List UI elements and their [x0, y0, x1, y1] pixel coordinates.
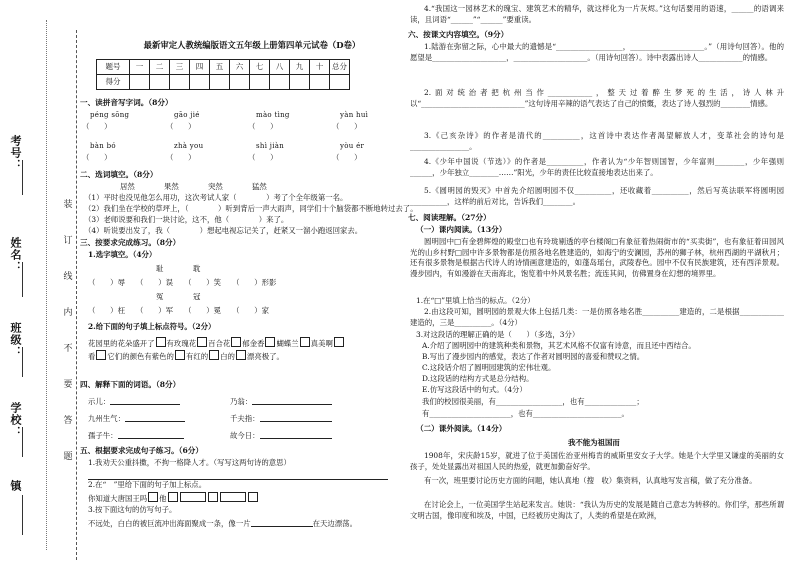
char-pair: 耻 耽 — [156, 264, 201, 273]
punct-box[interactable] — [197, 337, 207, 347]
score-header-cell: 总分 — [330, 60, 350, 75]
pinyin: yàn huì — [340, 111, 369, 119]
score-cell[interactable] — [190, 75, 210, 90]
score-cell[interactable] — [330, 75, 350, 90]
imitation-sentence — [88, 518, 357, 530]
seal-char: 内 — [63, 308, 73, 318]
score-row-label: 得分 — [97, 75, 130, 90]
answer-line[interactable] — [251, 518, 313, 527]
question-text: 2.面对统治者把杭州当作____________，整天过着醉生梦死的生活，诗人林升以“____________________________”这句诗用辛辣的语气表达了自己的愤慨，表达了诗人强烈的________情感。 — [410, 88, 784, 108]
punct-box[interactable] — [300, 337, 310, 347]
score-cell[interactable] — [270, 75, 290, 90]
score-cell[interactable] — [210, 75, 230, 90]
answer-line[interactable] — [118, 430, 184, 439]
score-header-cell: 八 — [270, 60, 290, 75]
seal-char: 答 — [63, 416, 73, 426]
word-option: 果然 — [164, 182, 179, 191]
punctuation-sentence — [88, 492, 259, 505]
punct-box[interactable] — [168, 492, 178, 502]
answer-line[interactable] — [110, 396, 180, 405]
section-2-heading: 二、选词填空。（8分） — [80, 170, 158, 179]
score-cell[interactable] — [170, 75, 190, 90]
name-label: 姓名： — [9, 237, 22, 273]
answer-line[interactable] — [88, 471, 388, 480]
sentence-text: 有玫瑰花 — [166, 339, 197, 348]
sentence-text: 看 — [88, 352, 96, 361]
answer-paren[interactable]: （ ） — [332, 122, 362, 131]
score-cell[interactable] — [130, 75, 150, 90]
sentence-text: 百合花 — [208, 339, 231, 348]
article-paragraph: 在讨论会上，一位美国学生站起来发言。她说：“我认为历史的发展是随自己意志为转移的。你们学，那些所谓文明古国，像印度和埃及，中国，已经被历史淘汰了，人类的希望是在欧洲， — [410, 500, 784, 520]
answer-paren[interactable]: （ ） — [332, 153, 362, 162]
answer-line[interactable] — [260, 413, 332, 422]
answer-line[interactable] — [252, 396, 332, 405]
article-title: 我不能为祖国而 — [568, 438, 620, 447]
article-paragraph: 1908年，宋庆龄15岁，就进了位于美国佐治亚州梅肯的威斯里安女子大学。她是个大学里又谦虚的美丽的女孩子，处处显露出对祖国人民的热爱，就更加勤奋好学。 — [410, 451, 784, 471]
score-header-cell: 九 — [290, 60, 310, 75]
score-header-cell: 三 — [170, 60, 190, 75]
subquestion: 1.选字填空。（4分） — [88, 250, 157, 259]
score-cell[interactable] — [310, 75, 330, 90]
word-explain — [230, 413, 332, 425]
section-5-heading: 五、根据要求完成句子练习。（6分） — [80, 446, 203, 455]
article-paragraph: 有一次，班里要讨论历史方面的问题，她认真地（搜 收）集资料，认真地写发言稿，做了充分准备。 — [424, 476, 757, 485]
reading-subheading: （一）课内阅读。（13分） — [416, 225, 507, 234]
score-header-cell: 十 — [310, 60, 330, 75]
answer-paren[interactable]: （ ） — [248, 122, 278, 131]
sentence-question: 1.我劝天公重抖擞，不拘一格降人才。（写写这两句诗的意思） — [88, 458, 291, 467]
question-text: 4.《少年中国说（节选）》的作者是__________，作者认为“少年智则国智，少年富则________，少年强则______，少年独立________……”阳光，少年的责任比较直接地表达出来了。 — [410, 157, 784, 177]
punct-box[interactable] — [180, 492, 206, 502]
binding-margin — [0, 0, 78, 562]
score-header-cell: 四 — [190, 60, 210, 75]
sentence-text: 它们的颜色有紫色的 — [107, 352, 174, 361]
sentence-text: 郁金香 — [242, 339, 265, 348]
score-header-cell: 五 — [210, 60, 230, 75]
pinyin: shì jiàn — [256, 142, 285, 150]
fill-item: （3）老师说要和我们一块讨论，这不，他（ ）来了。 — [84, 215, 289, 224]
imitation-line[interactable]: 我们的校园很美丽，有__________________，也有______________； — [422, 397, 644, 406]
punct-box[interactable] — [220, 492, 246, 502]
answer-paren[interactable]: （ ） — [166, 122, 196, 131]
seal-char: 订 — [63, 236, 73, 246]
seal-char: 线 — [63, 272, 73, 282]
district-label: 镇 — [9, 480, 22, 492]
left-page — [80, 0, 418, 562]
score-cell[interactable] — [150, 75, 170, 90]
answer-paren[interactable]: （ ） — [82, 153, 112, 162]
word-label: 孺子牛： — [88, 431, 118, 440]
word-option: 猛然 — [252, 182, 267, 191]
word-explain — [88, 396, 180, 408]
name-field[interactable] — [22, 262, 23, 297]
punct-box[interactable] — [334, 337, 344, 347]
punct-box[interactable] — [96, 350, 106, 360]
score-cell[interactable] — [290, 75, 310, 90]
punct-box[interactable] — [231, 337, 241, 347]
punct-box[interactable] — [265, 337, 275, 347]
word-explain — [230, 430, 332, 442]
question-text: 1.陆游在弥留之际，心中最大的遗憾是“__________________，____________________。”（用诗句回答）。他的愿望是____________________，____________________。（用诗句回答）。诗中表露出诗人____________的情感。 — [410, 42, 784, 62]
subquestion: 2.给下面的句子填上标点符号。（2分） — [88, 322, 216, 331]
word-option: 突然 — [208, 182, 223, 191]
reading-question: 1.在“□”里填上恰当的标点。（2分） — [416, 296, 535, 305]
punctuation-sentence — [88, 337, 345, 350]
pinyin: péng sōng — [90, 111, 130, 119]
fill-item: （2）我们坐在学校的草坪上，（ ）听到背后一声大雨声，同学们十个脑袋都不断地转过去了。 — [84, 204, 418, 213]
sentence-text: 不远处，白白的被巨流冲出海面聚成一条，像一片 — [88, 519, 251, 528]
pinyin: zhà you — [174, 142, 204, 150]
question-text: 5.《圆明园的毁灭》中首先介绍圆明园不仅__________，还收藏着__________，然后写英法联军将圆明园__________，这样的前后对比，告诉我们________。 — [410, 186, 784, 206]
punct-box[interactable] — [208, 492, 218, 502]
seal-char: 装 — [63, 200, 73, 210]
sentence-text: 真美啊 — [310, 339, 333, 348]
score-table — [96, 59, 350, 90]
sentence-text: 有红的 — [185, 352, 209, 361]
class-field[interactable] — [22, 347, 23, 377]
fold-line — [46, 20, 47, 550]
exam-no-field[interactable] — [22, 160, 23, 195]
char-fill-line[interactable]: （ ）枉 （ ）军 （ ）冕 （ ）家 — [88, 306, 270, 315]
word-label: 示儿： — [88, 397, 111, 406]
answer-line[interactable] — [125, 413, 185, 422]
sentence-question: 2.在“ ”里给下面的句子加上标点。 — [88, 480, 207, 489]
sentence-text: 你知道大唐国王吗 — [88, 494, 148, 503]
answer-option[interactable]: B.写出了漫步园内的感觉，表达了作者对圆明园的喜爱和赞叹之情。 — [422, 352, 645, 361]
district-field[interactable] — [22, 495, 23, 535]
question-text: 4.“我国这一园林艺术的瑰宝、建筑艺术的精华，就这样化为一片灰烬。”这句话要用的语速，______的语调来读，且词语“______”“______”要重读。 — [410, 4, 784, 24]
sentence-text: 他 — [159, 494, 167, 503]
seal-char: 题 — [63, 452, 73, 462]
reading-question: 2.由这段可知，圆明园的景观大体上包括几类：一是仿照各地名胜__________建造的，二是根据____________建造的，三是__________。（4分） — [410, 307, 784, 327]
exam-title: 最新审定人教统编版语文五年级上册第四单元试卷（D卷） — [143, 40, 361, 50]
word-label: 九州生气： — [88, 414, 125, 423]
answer-line[interactable] — [260, 430, 332, 439]
sentence-text: 花园里的花朵盛开了 — [88, 339, 155, 348]
sentence-text: 白的 — [220, 352, 235, 361]
question-text: 3.《己亥杂诗》的作者是清代的__________，这首诗中表达作者渴望解放人才，变革社会的诗句是________________。 — [410, 131, 784, 151]
cut-line — [76, 30, 77, 560]
right-page — [408, 0, 788, 562]
reading-subheading: （二）课外阅读。（14分） — [416, 424, 507, 433]
reading-passage: 圆明园中□有金碧辉煌的殿堂□也有玲珑剔透的亭台楼阁□有象征着热闹街市的“买卖街”，也有象征着田园风光的山乡村野□园中许多景物都是仿照各地名胜建造的，如海宁的安澜园，苏州的狮子林，杭州西湖的平湖秋月；还有很多景物是根据古代诗人的诗情画意建造的，如蓬岛瑶台，武陵春色。园中不仅有民族建筑，还有西洋景观。漫步园内，有如漫游在天南海北，饱览着中外风景名胜；流连其间，仿佛置身在幻想的境界里。 — [410, 237, 784, 278]
word-option: 居然 — [120, 182, 135, 191]
reading-question: 3.对这段话的理解正确的是（ ）（多选，3分） — [416, 330, 580, 339]
seal-char: 不 — [63, 344, 73, 354]
section-7-heading: 七、阅读理解。（27分） — [408, 213, 491, 222]
answer-paren[interactable]: （ ） — [82, 122, 112, 131]
sentence-question: 3.按下面这句的仿写句子。 — [88, 505, 177, 514]
fill-item: （1）平时也没见他怎么用功，这次考试人家（ ）考了个全年级第一名。 — [84, 193, 348, 202]
sentence-text: 漂亮极了。 — [246, 352, 284, 361]
section-4-heading: 四、解释下面的词语。（8分） — [80, 380, 181, 389]
section-6-heading: 六、按课文内容填空。（9分） — [408, 30, 509, 39]
word-label: 故今日： — [230, 431, 260, 440]
imitation-line[interactable]: 有______________________，也有________________________。 — [422, 409, 629, 418]
score-header-cell: 二 — [150, 60, 170, 75]
section-1-heading: 一、读拼音写字词。（8分） — [80, 98, 173, 107]
punctuation-sentence — [88, 350, 284, 363]
school-field[interactable] — [22, 427, 23, 457]
pinyin: gāo jié — [174, 111, 200, 119]
answer-option[interactable]: E.仿写这段话中的句式。（4分） — [422, 385, 527, 394]
sentence-text: 蝴蝶兰 — [276, 339, 299, 348]
section-3-heading: 三、按要求完成练习。（8分） — [80, 238, 181, 247]
pinyin: mào tìng — [256, 111, 290, 119]
answer-paren[interactable]: （ ） — [248, 153, 278, 162]
word-explain — [88, 413, 185, 425]
score-header-cell: 六 — [230, 60, 250, 75]
pinyin: yòu ér — [340, 142, 365, 150]
punct-box[interactable] — [156, 337, 166, 347]
score-cell[interactable] — [230, 75, 250, 90]
answer-paren[interactable]: （ ） — [166, 153, 196, 162]
score-header-cell: 一 — [130, 60, 150, 75]
word-explain — [230, 396, 332, 408]
char-fill-line[interactable]: （ ）辱 （ ）误 （ ）笑 （ ）形影 — [88, 278, 277, 287]
word-explain — [88, 430, 184, 442]
answer-option[interactable]: C.这段话介绍了圆明园建筑的宏伟壮观。 — [422, 363, 556, 372]
word-label: 千夫指： — [230, 414, 260, 423]
exam-no-label: 考号： — [9, 135, 22, 171]
punct-box[interactable] — [236, 350, 246, 360]
fill-item: （4）听说要出发了，我（ ）想起电视忘记关了，赶紧又一溜小跑返回家去。 — [84, 226, 363, 235]
punct-box[interactable] — [175, 350, 185, 360]
sentence-text: 在天边漂荡。 — [312, 519, 357, 528]
score-cell[interactable] — [250, 75, 270, 90]
answer-option[interactable]: D.这段话的结构方式是总分结构。 — [422, 374, 534, 383]
char-pair: 冤 冠 — [156, 292, 201, 301]
answer-option[interactable]: A.介绍了圆明园中的建筑种类和景物，其艺术风格不仅富有诗意，而且还中西结合。 — [422, 341, 696, 350]
score-header-cell: 题号 — [97, 60, 130, 75]
punct-box[interactable] — [209, 350, 219, 360]
school-label: 学校： — [9, 402, 22, 438]
word-label: 乃翁： — [230, 397, 253, 406]
punct-box[interactable] — [148, 492, 158, 502]
class-label: 班级： — [9, 322, 22, 358]
seal-char: 要 — [63, 380, 73, 390]
punct-box[interactable] — [248, 492, 258, 502]
pinyin: bàn bó — [90, 142, 116, 150]
score-header-cell: 七 — [250, 60, 270, 75]
